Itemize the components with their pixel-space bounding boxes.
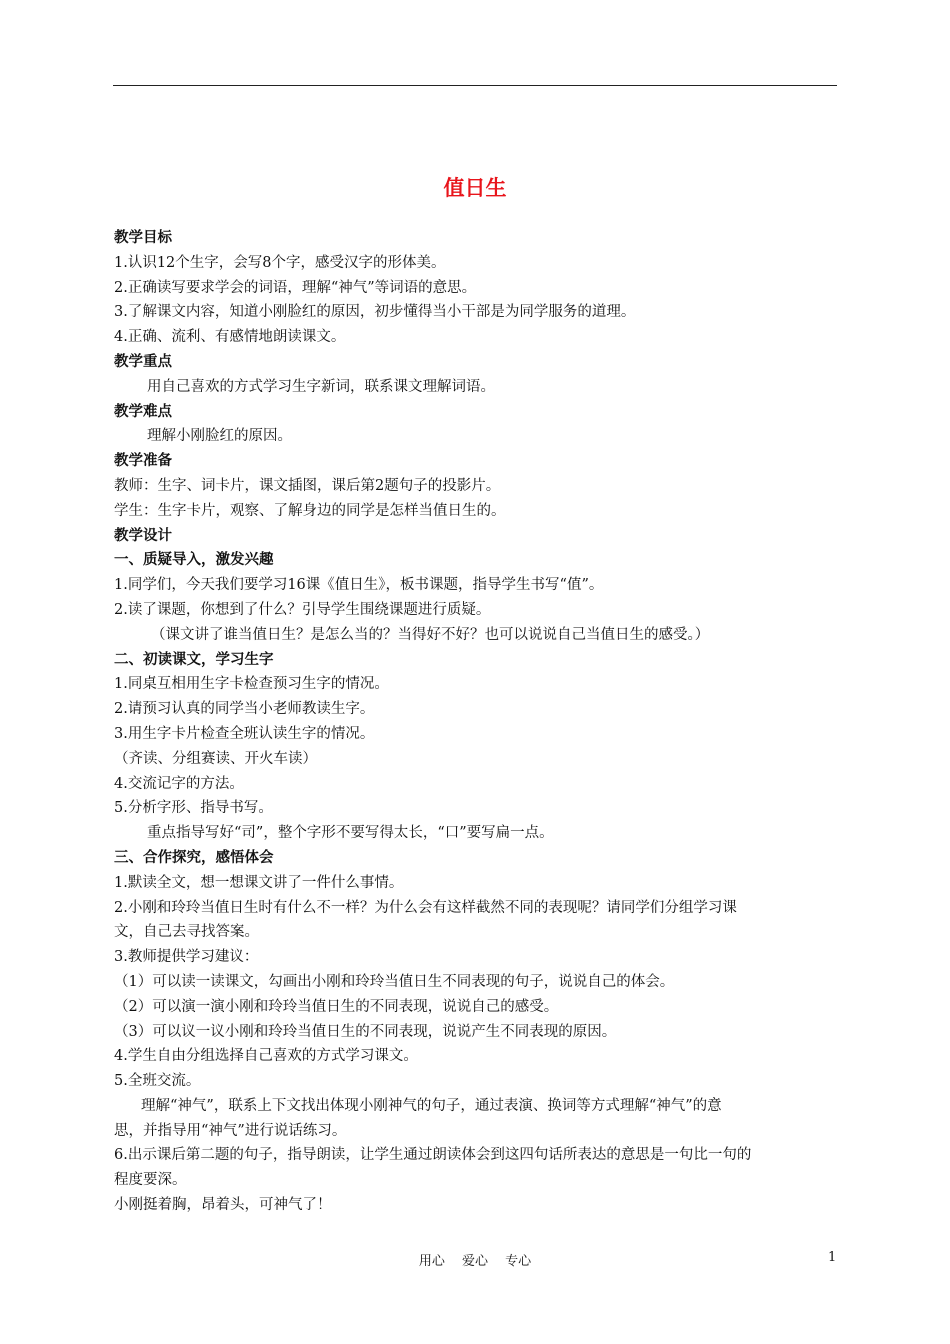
body-line: 思，并指导用“神气”进行说话练习。 <box>114 1122 347 1139</box>
body-line: （1）可以读一读课文，勾画出小刚和玲玲当值日生不同表现的句子，说说自己的体会。 <box>114 973 675 990</box>
body-line: 2.请预习认真的同学当小老师教读生字。 <box>114 701 375 718</box>
body-line: 理解“神气”，联系上下文找出体现小刚神气的句子，通过表演、换词等方式理解“神气”的意 <box>141 1097 722 1114</box>
page-number: 1 <box>828 1250 837 1265</box>
body-line: （3）可以议一议小刚和玲玲当值日生的不同表现，说说产生不同表现的原因。 <box>114 1023 617 1040</box>
header-rule <box>113 85 837 86</box>
body-line: 5.分析字形、指导书写。 <box>114 800 273 817</box>
body-line: 小刚挺着胸，昂着头，可神气了！ <box>114 1197 332 1214</box>
body-line: 1.默读全文，想一想课文讲了一件什么事情。 <box>114 874 404 891</box>
body-line: （2）可以演一演小刚和玲玲当值日生的不同表现，说说自己的感受。 <box>114 998 559 1015</box>
body-line: 理解小刚脸红的原因。 <box>147 428 292 445</box>
body-line: （齐读、分组赛读、开火车读） <box>114 750 317 767</box>
document-body <box>114 226 838 1218</box>
section-heading: 教学设计 <box>114 527 172 544</box>
body-line: 2.正确读写要求学会的词语，理解“神气”等词语的意思。 <box>114 279 477 296</box>
body-line: 2.读了课题，你想到了什么？引导学生围绕课题进行质疑。 <box>114 601 491 618</box>
section-heading: 教学重点 <box>114 353 172 370</box>
body-line: 6.出示课后第二题的句子，指导朗读，让学生通过朗读体会到这四句话所表达的意思是一句比一句的 <box>114 1147 752 1164</box>
body-line: 程度要深。 <box>114 1172 187 1189</box>
document-title: 值日生 <box>443 176 507 200</box>
section-heading: 三、合作探究，感悟体会 <box>114 849 274 866</box>
body-line: 文，自己去寻找答案。 <box>114 924 259 941</box>
section-heading: 一、质疑导入，激发兴趣 <box>114 552 274 569</box>
body-line: 学生：生字卡片，观察、了解身边的同学是怎样当值日生的。 <box>114 502 506 519</box>
body-line: 2.小刚和玲玲当值日生时有什么不一样？为什么会有这样截然不同的表现呢？请同学们分组学习课 <box>114 899 737 916</box>
body-line: 4.学生自由分组选择自己喜欢的方式学习课文。 <box>114 1048 418 1065</box>
section-heading: 教学准备 <box>114 453 172 470</box>
body-line: （课文讲了谁当值日生？是怎么当的？当得好不好？也可以说说自己当值日生的感受。） <box>151 626 710 643</box>
body-line: 3.教师提供学习建议： <box>114 949 259 966</box>
section-heading: 二、初读课文，学习生字 <box>114 651 274 668</box>
body-line: 3.了解课文内容，知道小刚脸红的原因，初步懂得当小干部是为同学服务的道理。 <box>114 304 636 321</box>
body-line: 用自己喜欢的方式学习生字新词，联系课文理解词语。 <box>147 378 495 395</box>
body-line: 1.同桌互相用生字卡检查预习生字的情况。 <box>114 676 389 693</box>
body-line: 教师：生字、词卡片，课文插图，课后第2题句子的投影片。 <box>114 477 501 494</box>
body-line: 1.同学们，今天我们要学习16课《值日生》，板书课题，指导学生书写“值”。 <box>114 577 604 594</box>
section-heading: 教学目标 <box>114 230 172 246</box>
body-line: 1.认识12个生字，会写8个字，感受汉字的形体美。 <box>114 254 446 271</box>
body-line: 5.全班交流。 <box>114 1073 201 1090</box>
body-line: 重点指导写好“司”，整个字形不要写得太长，“口”要写扁一点。 <box>147 825 554 842</box>
body-line: 4.正确、流利、有感情地朗读课文。 <box>114 329 346 346</box>
footer-motto: 用心 爱心 专心 <box>418 1254 532 1269</box>
body-line: 4.交流记字的方法。 <box>114 775 244 792</box>
body-line: 3.用生字卡片检查全班认读生字的情况。 <box>114 725 375 742</box>
section-heading: 教学难点 <box>114 403 172 420</box>
